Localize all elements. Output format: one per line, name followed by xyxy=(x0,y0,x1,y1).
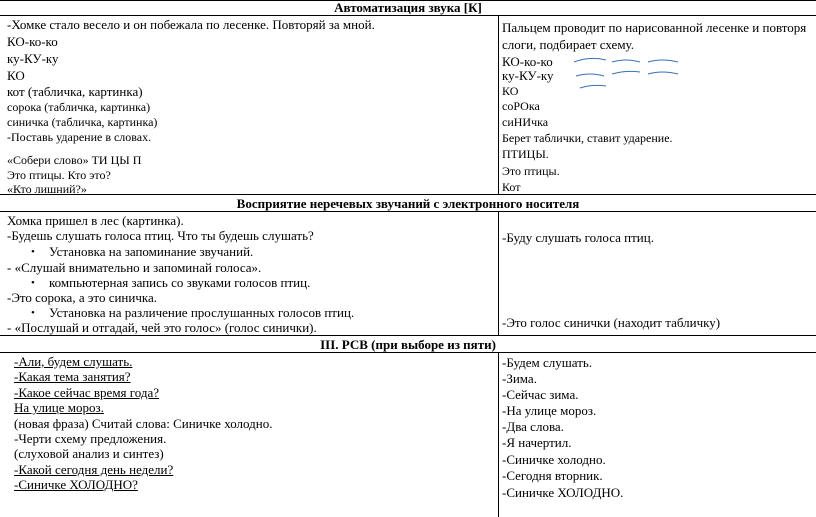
teacher-line: КО xyxy=(7,68,25,83)
teacher-line: -Черти схему предложения. xyxy=(14,431,167,446)
child-line: -Я начертил. xyxy=(502,435,572,450)
teacher-line: сорока (табличка, картинка) xyxy=(7,100,151,114)
teacher-line: - «Слушай внимательно и запоминай голоса». xyxy=(7,260,262,275)
teacher-line: -Какой сегодня день недели? xyxy=(14,462,174,477)
teacher-line: (новая фраза) Считай слова: Синичке холодно. xyxy=(14,416,273,431)
column-divider-2 xyxy=(498,211,499,336)
teacher-line: -Синичке ХОЛОДНО? xyxy=(14,477,138,492)
child-line: ку-КУ-ку xyxy=(502,68,554,83)
teacher-line: -Али, будем слушать. xyxy=(14,354,133,369)
child-line: слоги, подбирает схему. xyxy=(502,37,635,52)
teacher-line: -Какая тема занятия? xyxy=(14,369,131,384)
row-divider-2 xyxy=(0,194,816,195)
teacher-line: кот (табличка, картинка) xyxy=(7,84,143,99)
teacher-line: (слуховой анализ и синтез) xyxy=(14,446,164,461)
scheme-arc xyxy=(612,60,640,62)
teacher-line: ку-КУ-ку xyxy=(7,51,59,66)
scheme-arc xyxy=(576,74,604,76)
column-divider-1 xyxy=(498,15,499,195)
child-line: соРОка xyxy=(502,99,540,113)
child-line: -Зима. xyxy=(502,371,537,386)
teacher-line: -Будешь слушать голоса птиц. Что ты будешь слушать? xyxy=(7,228,314,243)
teacher-line: КО-ко-ко xyxy=(7,34,58,49)
teacher-line: Это птицы. Кто это? xyxy=(7,168,111,182)
child-line: -Сейчас зима. xyxy=(502,387,579,402)
section-header-rsv: III. РСВ (при выборе из пяти) xyxy=(320,337,496,352)
child-line: -Синичке холодно. xyxy=(502,452,606,467)
child-line: КО-ко-ко xyxy=(502,54,553,69)
teacher-line: «Кто лишний?» xyxy=(7,182,87,196)
child-line: -Буду слушать голоса птиц. xyxy=(502,230,654,245)
teacher-line: Хомка пришел в лес (картинка). xyxy=(7,213,184,228)
child-line: Это птицы. xyxy=(502,164,560,178)
child-line: -На улице мороз. xyxy=(502,403,597,418)
child-line: Кот xyxy=(502,180,521,194)
child-line: КО xyxy=(502,84,519,98)
child-line: -Будем слушать. xyxy=(502,355,593,370)
scheme-arc xyxy=(580,85,606,88)
teacher-line: -Хомке стало весело и он побежала по лесенке. Повторяй за мной. xyxy=(7,17,375,32)
child-line: -Это голос синички (находит табличку) xyxy=(502,315,721,330)
teacher-bullet-line: • компьютерная запись со звуками голосов птиц. xyxy=(49,275,310,291)
child-line: -Два слова. xyxy=(502,419,564,434)
child-line: Берет таблички, ставит ударение. xyxy=(502,131,673,145)
teacher-line: -Поставь ударение в словах. xyxy=(7,130,152,144)
child-line: -Сегодня вторник. xyxy=(502,468,603,483)
syllable-scheme-drawing xyxy=(570,52,690,98)
teacher-line: -Это сорока, а это синичка. xyxy=(7,290,158,305)
scheme-arc xyxy=(648,60,678,62)
teacher-line: «Собери слово» ТИ ЦЫ П xyxy=(7,153,142,167)
teacher-bullet-line: • Установка на запоминание звучаний. xyxy=(49,244,253,260)
teacher-line: На улице мороз. xyxy=(14,400,104,415)
teacher-line: -Какое сейчас время года? xyxy=(14,385,160,400)
teacher-line: синичка (табличка, картинка) xyxy=(7,115,158,129)
teacher-bullet-line: • Установка на различение прослушанных голосов птиц. xyxy=(49,305,354,321)
child-line: ПТИЦЫ. xyxy=(502,147,549,161)
section-header-sound-automation: Автоматизация звука [К] xyxy=(334,0,482,15)
child-line: Пальцем проводит по нарисованной лесенке и повторя xyxy=(502,20,807,35)
child-line: сиНИчка xyxy=(502,115,549,129)
column-divider-3 xyxy=(498,352,499,517)
scheme-arc xyxy=(612,71,640,74)
scheme-arc xyxy=(574,58,606,62)
teacher-line: - «Послушай и отгадай, чей это голос» (голос синички). xyxy=(7,320,317,335)
section-header-nonspeech-sounds: Восприятие неречевых звучаний с электронного носителя xyxy=(236,196,580,211)
child-line: -Синичке ХОЛОДНО. xyxy=(502,485,624,500)
scheme-arc xyxy=(648,72,678,74)
